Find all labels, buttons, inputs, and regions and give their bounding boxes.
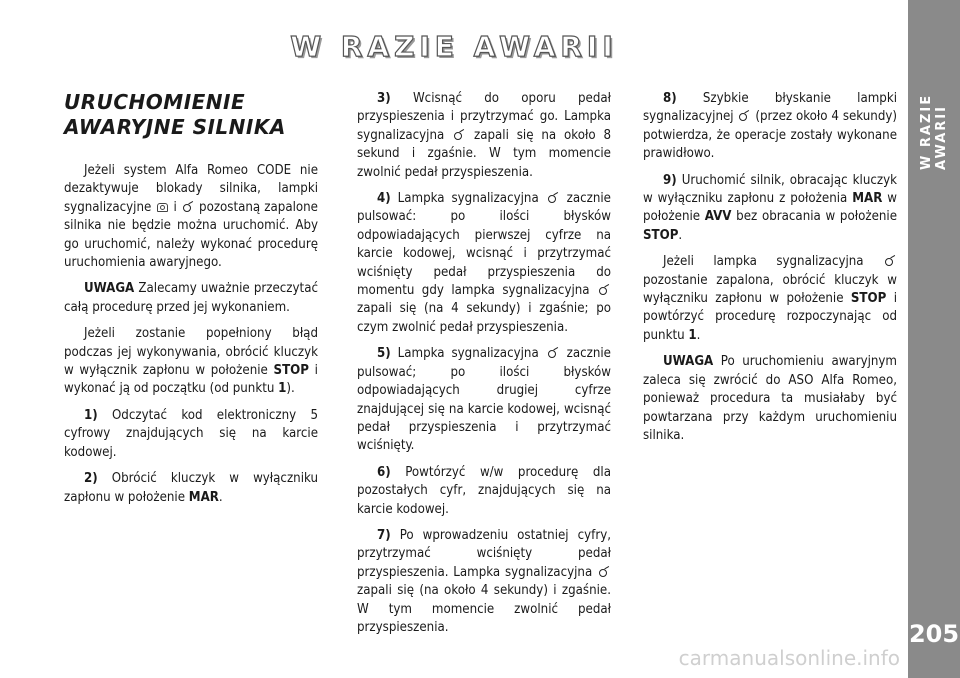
heading-line-2: AWARYJNE SILNIKA <box>64 115 286 139</box>
intro-paragraph: Jeżeli system Alfa Romeo CODE nie dezaktywuje blokady silnika, lampki sygnalizacyjne i pozostaną zapalone silnika nie będzie można uruchomić. Aby go uruchomić, należy wykonać procedurę uruchomienia awaryjnego. <box>64 163 318 271</box>
step-1: 1) Odczytać kod elektroniczny 5 cyfrowy znajdujących się na karcie kodowej. <box>64 407 318 460</box>
column-1 <box>64 90 318 515</box>
key-warning-icon <box>598 284 610 295</box>
column-2 <box>357 90 611 645</box>
step-6: 6) Powtórzyć w/w procedurę dla pozostałych cyfr, znajdujących się na karcie kodowej. <box>357 464 611 517</box>
key-warning-icon <box>884 255 896 266</box>
key-warning-icon <box>598 566 610 577</box>
step-5: 5) Lampka sygnalizacyjna zacznie pulsować; po ilości błysków odpowiadających drugiej cyfrze znajdującej się na karcie kodowej, wcisnąć pedał przyspieszenia i przytrzymać wciśnięty. <box>357 346 611 454</box>
page-number: 205 <box>908 620 960 648</box>
step-4: 4) Lampka sygnalizacyjna zacznie pulsować: po ilości błysków odpowiadających pierwszej cyfrze na karcie kodowej, wcisnąć i przytrzymać wciśnięty pedał przyspieszenia do momentu gdy lampka sygnalizacyjna zapali się (na 4 sekundy) i zgaśnie; po czym zwolnić pedał przyspieszenia. <box>357 191 611 335</box>
step-7: 7) Po wprowadzeniu ostatniej cyfry, przytrzymać wciśnięty pedał przyspieszenia. Lampka sygnalizacyjna zapali się (na około 4 sekundy) i zgaśnie. W tym momencie zwolnić pedał przyspieszenia. <box>357 527 611 635</box>
immobilizer-car-icon <box>156 201 168 212</box>
key-warning-icon <box>182 201 194 212</box>
step-9: 9) Uruchomić silnik, obracając kluczyk w wyłączniku zapłonu z położenia MAR w położenie AVV bez obracania w położenie STOP. <box>643 172 897 243</box>
heading-line-1: URUCHOMIENIE <box>64 90 246 114</box>
section-heading <box>64 90 318 140</box>
step-8: 8) Szybkie błyskanie lampki sygnalizacyjnej (przez około 4 sekundy) potwierdza, że operacje zostały wykonane prawidłowo. <box>643 91 897 162</box>
column-3 <box>643 90 897 453</box>
section-sidebar <box>908 0 960 678</box>
retry-paragraph: Jeżeli lampka sygnalizacyjna pozostanie zapalona, obrócić kluczyk w wyłączniku zapłonu w położenie STOP i powtórzyć procedurę rozpoczynając od punktu 1. <box>643 254 897 343</box>
final-warning-paragraph: UWAGA Po uruchomieniu awaryjnym zaleca się zwrócić do ASO Alfa Romeo, ponieważ procedura ta musiałaby być powtarzana przy każdym uruchomieniu silnika. <box>643 354 897 443</box>
key-warning-icon <box>738 110 750 121</box>
key-warning-icon <box>547 192 559 203</box>
watermark: carmanualsonline.info <box>678 646 900 670</box>
error-paragraph: Jeżeli zostanie popełniony błąd podczas jej wykonywania, obrócić kluczyk w wyłącznik zapłonu w położenie STOP i wykonać ją od początku (od punktu 1). <box>64 326 318 397</box>
sidebar-section-title: W RAZIE AWARII <box>919 93 949 170</box>
key-warning-icon <box>547 347 559 358</box>
step-3: 3) Wcisnąć do oporu pedał przyspieszenia i przytrzymać go. Lampka sygnalizacyjna zapali się na około 8 sekund i zgaśnie. W tym momencie zwolnić pedał przyspieszenia. <box>357 91 612 180</box>
key-warning-icon <box>453 129 465 140</box>
page-title: W RAZIE AWARII <box>290 30 618 63</box>
step-2: 2) Obrócić kluczyk w wyłączniku zapłonu w położenie MAR. <box>64 471 318 505</box>
warning-paragraph: UWAGA Zalecamy uważnie przeczytać całą procedurę przed jej wykonaniem. <box>64 281 318 315</box>
